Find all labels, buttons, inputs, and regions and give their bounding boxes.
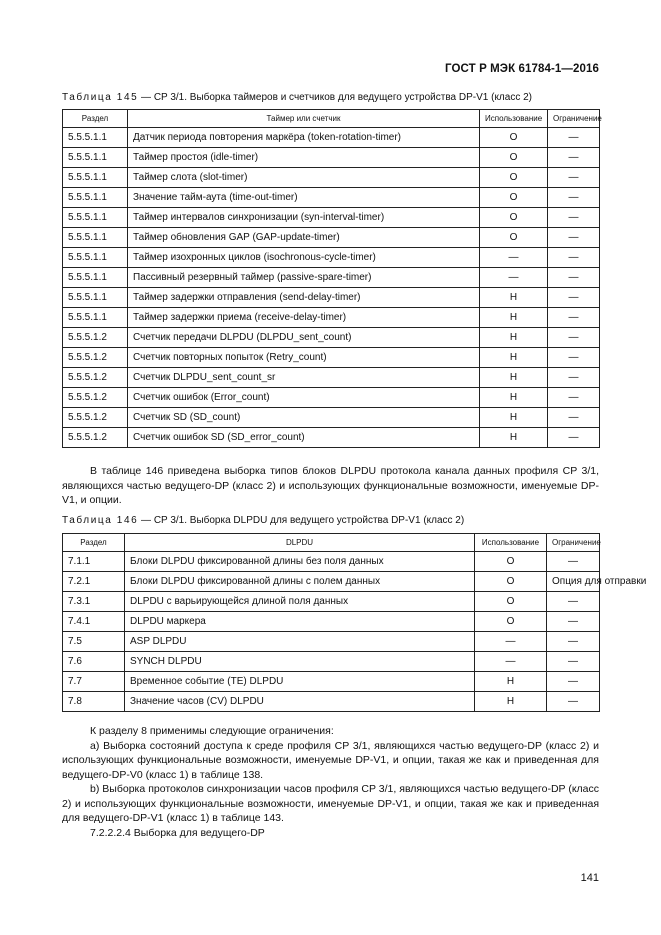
table-145-header-section: Раздел <box>63 110 128 128</box>
restriction-cell: — <box>547 672 600 692</box>
table-row <box>63 148 600 168</box>
item-cell: Счетчик ошибок SD (SD_error_count) <box>128 428 480 448</box>
section-cell: 7.8 <box>63 692 125 712</box>
usage-cell: Н <box>475 672 547 692</box>
section-cell: 5.5.5.1.1 <box>63 248 128 268</box>
restriction-cell: — <box>548 128 600 148</box>
usage-cell: О <box>480 168 548 188</box>
usage-cell: Н <box>480 428 548 448</box>
item-cell: Счетчик передачи DLPDU (DLPDU_sent_count) <box>128 328 480 348</box>
table-row <box>63 552 600 572</box>
item-cell: DLPDU маркера <box>125 612 475 632</box>
table-row <box>63 208 600 228</box>
section-cell: 5.5.5.1.2 <box>63 328 128 348</box>
section-cell: 5.5.5.1.1 <box>63 168 128 188</box>
section-cell: 5.5.5.1.2 <box>63 428 128 448</box>
table-row <box>63 632 600 652</box>
item-cell: Блоки DLPDU фиксированной длины с полем данных <box>125 572 475 592</box>
section-cell: 5.5.5.1.2 <box>63 388 128 408</box>
usage-cell: Н <box>480 388 548 408</box>
usage-cell: О <box>475 572 547 592</box>
restriction-cell: — <box>548 148 600 168</box>
restriction-cell: — <box>548 188 600 208</box>
table-146-header-row <box>63 534 600 552</box>
item-cell: Значение часов (CV) DLPDU <box>125 692 475 712</box>
table-row <box>63 368 600 388</box>
usage-cell: Н <box>480 408 548 428</box>
section-cell: 5.5.5.1.1 <box>63 208 128 228</box>
section-cell: 5.5.5.1.1 <box>63 188 128 208</box>
table-146-header-item: DLPDU <box>125 534 475 552</box>
paragraph-restrictions <box>62 724 599 840</box>
usage-cell: О <box>480 228 548 248</box>
section-cell: 5.5.5.1.1 <box>63 308 128 328</box>
item-cell: Таймер интервалов синхронизации (syn-interval-timer) <box>128 208 480 228</box>
usage-cell: Н <box>475 692 547 712</box>
table-row <box>63 652 600 672</box>
table-145-header-restriction: Ограничение <box>548 110 600 128</box>
restriction-cell: — <box>548 388 600 408</box>
item-cell: Таймер задержки отправления (send-delay-timer) <box>128 288 480 308</box>
item-cell: Таймер простоя (idle-timer) <box>128 148 480 168</box>
usage-cell: — <box>480 248 548 268</box>
item-cell: Таймер задержки приема (receive-delay-timer) <box>128 308 480 328</box>
page-number: 141 <box>580 872 599 884</box>
item-cell: ASP DLPDU <box>125 632 475 652</box>
restriction-cell: — <box>547 612 600 632</box>
paragraph-text: b) Выборка протоколов синхронизации часов профиля CP 3/1, являющихся частью ведущего-DP (класс 2) и использующих функциональные возможности, именуемые DP-V1, и опции, такая же как и приведенная для ведущего-DP-V1 (класс 1) в таблице 143. <box>62 783 599 824</box>
section-cell: 5.5.5.1.1 <box>63 148 128 168</box>
table-row <box>63 268 600 288</box>
restriction-cell: — <box>548 308 600 328</box>
section-cell: 7.2.1 <box>63 572 125 592</box>
item-cell: Пассивный резервный таймер (passive-spare-timer) <box>128 268 480 288</box>
table-row <box>63 388 600 408</box>
section-cell: 7.3.1 <box>63 592 125 612</box>
section-cell: 7.5 <box>63 632 125 652</box>
table-146-header-section: Раздел <box>63 534 125 552</box>
usage-cell: Н <box>480 308 548 328</box>
paragraph-text: В таблице 146 приведена выборка типов блоков DLPDU протокола канала данных профиля CP 3/1, являющихся частью ведущего-DP (класс 2) и использующих функциональные возможности, именуемые DP-V1, и опции. <box>62 465 599 506</box>
section-cell: 7.7 <box>63 672 125 692</box>
restriction-cell: — <box>547 652 600 672</box>
restriction-cell: — <box>548 408 600 428</box>
section-cell: 5.5.5.1.1 <box>63 268 128 288</box>
restriction-cell: — <box>548 208 600 228</box>
usage-cell: — <box>480 268 548 288</box>
restriction-cell: — <box>547 632 600 652</box>
section-cell: 5.5.5.1.2 <box>63 348 128 368</box>
table-row <box>63 348 600 368</box>
usage-cell: — <box>475 652 547 672</box>
table-145-caption-label: Таблица 145 <box>62 92 139 103</box>
section-cell: 5.5.5.1.2 <box>63 408 128 428</box>
item-cell: Значение тайм-аута (time-out-timer) <box>128 188 480 208</box>
section-cell: 7.1.1 <box>63 552 125 572</box>
standard-header: ГОСТ Р МЭК 61784-1—2016 <box>445 63 599 75</box>
paragraph-text: К разделу 8 применимы следующие ограничения: <box>90 725 334 737</box>
table-146 <box>62 533 647 712</box>
item-cell: Блоки DLPDU фиксированной длины без поля данных <box>125 552 475 572</box>
table-146-header-usage: Использование <box>475 534 547 552</box>
table-145-header-item: Таймер или счетчик <box>128 110 480 128</box>
usage-cell: Н <box>480 288 548 308</box>
table-row <box>63 572 600 592</box>
table-146-caption-text: — CP 3/1. Выборка DLPDU для ведущего устройства DP-V1 (класс 2) <box>138 515 465 526</box>
item-cell: Счетчик DLPDU_sent_count_sr <box>128 368 480 388</box>
table-row <box>63 228 600 248</box>
usage-cell: О <box>480 208 548 228</box>
item-cell: Датчик периода повторения маркёра (token-rotation-timer) <box>128 128 480 148</box>
item-cell: Таймер изохронных циклов (isochronous-cycle-timer) <box>128 248 480 268</box>
table-row <box>63 168 600 188</box>
section-cell: 5.5.5.1.1 <box>63 288 128 308</box>
table-145 <box>62 109 600 448</box>
section-cell: 5.5.5.1.1 <box>63 228 128 248</box>
table-row <box>63 672 600 692</box>
usage-cell: Н <box>480 328 548 348</box>
usage-cell: О <box>480 128 548 148</box>
usage-cell: О <box>475 612 547 632</box>
table-row <box>63 328 600 348</box>
section-cell: 7.6 <box>63 652 125 672</box>
section-cell: 5.5.5.1.2 <box>63 368 128 388</box>
restriction-cell: — <box>547 552 600 572</box>
table-row <box>63 592 600 612</box>
item-cell: Счетчик SD (SD_count) <box>128 408 480 428</box>
paragraph-intro-146 <box>62 464 599 508</box>
item-cell: Таймер обновления GAP (GAP-update-timer) <box>128 228 480 248</box>
table-row <box>63 308 600 328</box>
item-cell: DLPDU с варьирующейся длиной поля данных <box>125 592 475 612</box>
table-145-header-row <box>63 110 600 128</box>
restriction-cell: — <box>548 168 600 188</box>
restriction-cell: — <box>548 228 600 248</box>
table-146-caption-label: Таблица 146 <box>62 515 139 526</box>
table-row <box>63 128 600 148</box>
restriction-cell: — <box>548 348 600 368</box>
item-cell: Счетчик повторных попыток (Retry_count) <box>128 348 480 368</box>
usage-cell: — <box>475 632 547 652</box>
table-row <box>63 248 600 268</box>
item-cell: Счетчик ошибок (Error_count) <box>128 388 480 408</box>
usage-cell: Н <box>480 368 548 388</box>
usage-cell: О <box>475 592 547 612</box>
restriction-cell: — <box>548 428 600 448</box>
table-row <box>63 188 600 208</box>
table-row <box>63 612 600 632</box>
table-row <box>63 692 600 712</box>
table-row <box>63 428 600 448</box>
table-145-header-usage: Использование <box>480 110 548 128</box>
table-145-caption <box>62 92 532 103</box>
table-146-header-restriction: Ограничение <box>547 534 600 552</box>
section-cell: 7.4.1 <box>63 612 125 632</box>
paragraph-text: а) Выборка состояний доступа к среде профиля CP 3/1, являющихся частью ведущего-DP (класс 2) и использующих функциональные возможности, именуемые DP-V1, и опции, такая же как и приведенная для ведущего-DP-V0 (класс 1) в таблице 138. <box>62 739 599 781</box>
usage-cell: Н <box>480 348 548 368</box>
restriction-cell: — <box>547 592 600 612</box>
table-145-caption-text: — CP 3/1. Выборка таймеров и счетчиков для ведущего устройства DP-V1 (класс 2) <box>138 92 532 103</box>
restriction-cell: — <box>548 248 600 268</box>
restriction-cell: — <box>548 268 600 288</box>
item-cell: Временное событие (TE) DLPDU <box>125 672 475 692</box>
usage-cell: О <box>480 188 548 208</box>
restriction-cell: Опция для отправки <box>547 572 600 592</box>
table-row <box>63 408 600 428</box>
restriction-cell: — <box>548 368 600 388</box>
restriction-cell: — <box>548 288 600 308</box>
table-row <box>63 288 600 308</box>
section-cell: 5.5.5.1.1 <box>63 128 128 148</box>
item-cell: Таймер слота (slot-timer) <box>128 168 480 188</box>
table-146-caption <box>62 515 464 526</box>
subsection-heading: 7.2.2.2.4 Выборка для ведущего-DP <box>90 826 265 839</box>
usage-cell: О <box>475 552 547 572</box>
restriction-cell: — <box>548 328 600 348</box>
item-cell: SYNCH DLPDU <box>125 652 475 672</box>
usage-cell: О <box>480 148 548 168</box>
restriction-cell: — <box>547 692 600 712</box>
